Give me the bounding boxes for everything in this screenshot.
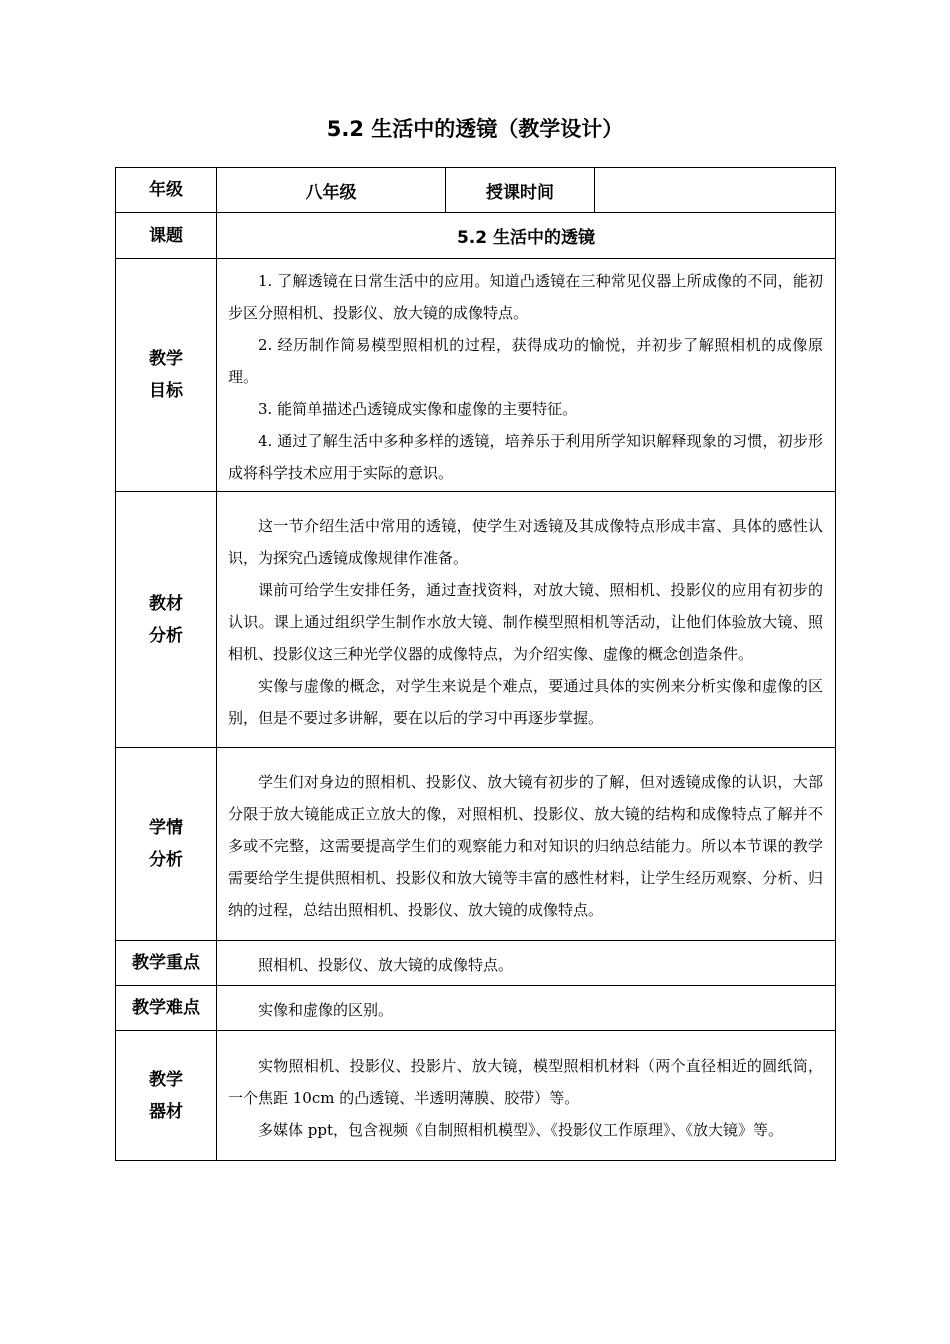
goals-label bbox=[116, 259, 217, 492]
equipment-content bbox=[217, 1031, 836, 1161]
row-students bbox=[116, 748, 836, 941]
material-paragraph: 实像与虚像的概念，对学生来说是个难点，要通过具体的实例来分析实像和虚像的区别，但是不要过多讲解，要在以后的学习中再逐步掌握。 bbox=[228, 676, 823, 727]
equipment-paragraph: 多媒体 ppt，包含视频《自制照相机模型》、《投影仪工作原理》、《放大镜》等。 bbox=[258, 1120, 784, 1139]
row-material bbox=[116, 492, 836, 748]
students-label-line-2: 分析 bbox=[149, 850, 183, 870]
goal-paragraph: 1. 了解透镜在日常生活中的应用。知道凸透镜在三种常见仪器上所成像的不同，能初步区分照相机、投影仪、放大镜的成像特点。 bbox=[228, 272, 823, 322]
goals-label-line-2: 目标 bbox=[149, 381, 183, 401]
students-content bbox=[217, 748, 836, 941]
goal-paragraph: 4. 通过了解生活中多种多样的透镜，培养乐于利用所学知识解释现象的习惯，初步形成将科学技术应用于实际的意识。 bbox=[228, 432, 823, 482]
goal-paragraph: 3. 能简单描述凸透镜成实像和虚像的主要特征。 bbox=[258, 400, 578, 418]
material-label bbox=[116, 492, 217, 748]
students-paragraph: 学生们对身边的照相机、投影仪、放大镜有初步的了解，但对透镜成像的认识，大部分限于放大镜能成正立放大的像，对照相机、投影仪、放大镜的结构和成像特点了解并不多或不完整，这需要提高学生们的观察能力和对知识的归纳总结能力。所以本节课的教学需要给学生提供照相机、投影仪和放大镜等丰富的感性材料，让学生经历观察、分析、归纳的过程，总结出照相机、投影仪、放大镜的成像特点。 bbox=[228, 773, 823, 919]
equipment-label-line-2: 器材 bbox=[149, 1101, 183, 1122]
class-time-value bbox=[595, 168, 836, 213]
grade-label: 年级 bbox=[116, 168, 217, 213]
material-content bbox=[217, 492, 836, 748]
students-label bbox=[116, 748, 217, 941]
goals-label-line-1: 教学 bbox=[149, 349, 183, 369]
goals-content bbox=[217, 259, 836, 492]
row-goals bbox=[116, 259, 836, 492]
equipment-paragraph: 实物照相机、投影仪、投影片、放大镜，模型照相机材料（两个直径相近的圆纸筒，一个焦距 10cm 的凸透镜、半透明薄膜、胶带）等。 bbox=[228, 1056, 823, 1107]
row-grade bbox=[116, 168, 836, 213]
material-paragraph: 这一节介绍生活中常用的透镜，使学生对透镜及其成像特点形成丰富、具体的感性认识，为探究凸透镜成像规律作准备。 bbox=[228, 516, 823, 567]
material-paragraph: 课前可给学生安排任务，通过查找资料，对放大镜、照相机、投影仪的应用有初步的认识。课上通过组织学生制作水放大镜、制作模型照相机等活动，让他们体验放大镜、照相机、投影仪这三种光学仪器的成像特点，为介绍实像、虚像的概念创造条件。 bbox=[228, 580, 823, 663]
goal-paragraph: 2. 经历制作简易模型照相机的过程，获得成功的愉悦，并初步了解照相机的成像原理。 bbox=[228, 336, 823, 386]
class-time-label: 授课时间 bbox=[446, 168, 595, 213]
material-label-line-1: 教材 bbox=[149, 593, 183, 614]
key-point-content bbox=[217, 941, 836, 986]
difficulty-content bbox=[217, 986, 836, 1031]
document-title: 5.2 生活中的透镜（教学设计） bbox=[326, 117, 624, 141]
row-difficulty bbox=[116, 986, 836, 1031]
key-point-label: 教学重点 bbox=[116, 941, 217, 986]
difficulty-label: 教学难点 bbox=[116, 986, 217, 1031]
students-label-line-1: 学情 bbox=[149, 818, 183, 838]
material-label-line-2: 分析 bbox=[149, 625, 183, 646]
equipment-label-line-1: 教学 bbox=[149, 1069, 183, 1090]
key-point-paragraph: 照相机、投影仪、放大镜的成像特点。 bbox=[258, 956, 514, 974]
row-equipment bbox=[116, 1031, 836, 1161]
row-key-point bbox=[116, 941, 836, 986]
grade-value: 八年级 bbox=[217, 168, 446, 213]
topic-label: 课题 bbox=[116, 213, 217, 259]
row-topic bbox=[116, 213, 836, 259]
topic-value: 5.2 生活中的透镜 bbox=[217, 213, 836, 259]
equipment-label bbox=[116, 1031, 217, 1161]
difficulty-paragraph: 实像和虚像的区别。 bbox=[258, 1001, 394, 1019]
lesson-plan-table bbox=[115, 167, 836, 1161]
